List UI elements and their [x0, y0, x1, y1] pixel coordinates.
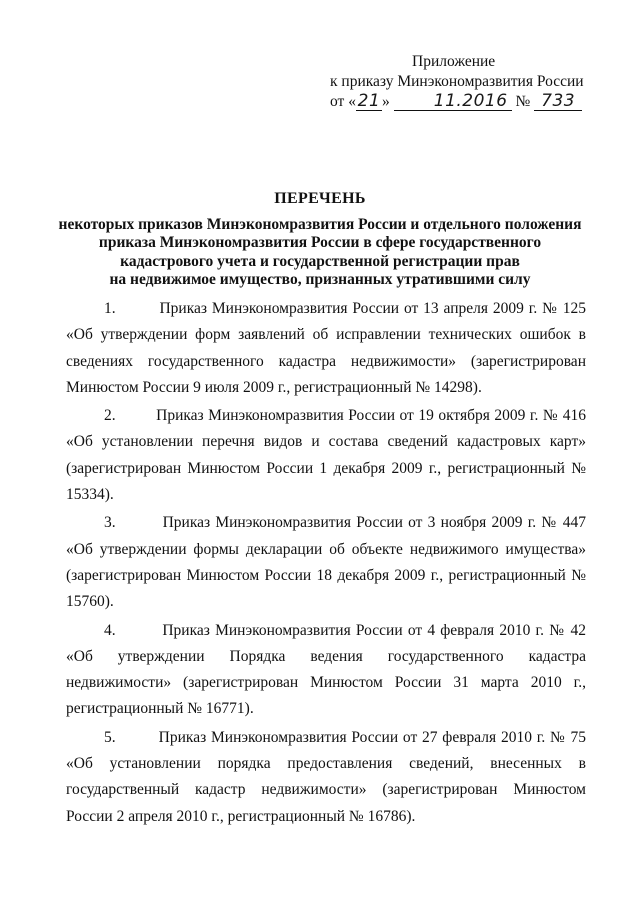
order-number-field [534, 93, 582, 111]
list-item [66, 296, 586, 401]
date-day-field [356, 93, 382, 111]
document-subtitle-line-3: кадастрового учета и государственной регистрации прав [120, 252, 520, 270]
appendix-date-line [300, 92, 600, 112]
list-item-number: 1. [104, 300, 116, 317]
list-item-number: 2. [104, 407, 116, 425]
list-item [66, 510, 586, 615]
appendix-header [300, 52, 600, 112]
list-item-text: Приказ Минэкономразвития России от 3 ноября 2009 г. № 447 «Об утверждении формы декларации об объекте недвижимого имущества» (зарегистрирован Минюстом России 18 декабря 2009 г., регистрационный № 15760). [66, 514, 586, 611]
list-item-text: Приказ Минэкономразвития России от 4 февраля 2010 г. № 42 «Об утверждении Порядка ведения государственного кадастра недвижимости» (зарегистрирован Минюстом России 31 марта 2010 г., регистрационный № 16771). [66, 621, 586, 718]
date-day-handwritten: 21 [357, 91, 381, 111]
list-item-paragraph [66, 510, 586, 615]
list-item-number: 5. [104, 728, 116, 746]
list-item-text: Приказ Минэкономразвития России от 27 февраля 2010 г. № 75 «Об установлении порядка предоставления сведений, внесенных в государственный кадастр недвижимости» (зарегистрирован Минюстом России 2 апреля 2010 г., регистрационный № 16786). [66, 728, 586, 825]
document-subtitle-line-1: некоторых приказов Минэкономразвития России и отдельного положения [58, 215, 582, 233]
list-item-number: 4. [104, 621, 116, 639]
list-item [66, 618, 586, 723]
document-subtitle-line-2: приказа Минэкономразвития России в сфере государственного [98, 234, 542, 252]
date-prefix: от « [330, 93, 356, 110]
order-number-handwritten: 733 [541, 91, 576, 111]
date-day-close: » [381, 93, 390, 110]
date-month-year-field [394, 93, 512, 111]
list-item-number: 3. [104, 514, 116, 532]
list-item [66, 725, 586, 830]
list-item-paragraph [66, 296, 586, 401]
number-prefix: № [515, 93, 531, 110]
list-item [66, 403, 586, 508]
list-item-paragraph [66, 725, 586, 830]
document-subtitle-line-4: на недвижимое имущество, признанных утратившими силу [109, 271, 531, 289]
list-item-text: Приказ Минэкономразвития России от 13 апреля 2009 г. № 125 «Об утверждении форм заявлений об исправлении технических ошибок в сведениях государственного кадастра недвижимости» (зарегистрирован Минюстом России 9 июля 2009 г., регистрационный № 14298). [66, 300, 587, 396]
list-item-paragraph [66, 403, 586, 508]
appendix-order-ref: к приказу Минэкономразвития России [330, 73, 584, 90]
list-item-paragraph [66, 618, 586, 723]
document-title-block [40, 190, 600, 290]
list-item-text: Приказ Минэкономразвития России от 19 октября 2009 г. № 416 «Об установлении перечня видов и состава сведений кадастровых карт» (зарегистрирован Минюстом России 1 декабря 2009 г., регистрационный № 15334). [66, 407, 587, 504]
appendix-label: Приложение [412, 53, 496, 70]
date-month-year-handwritten: 11.2016 [433, 91, 508, 111]
order-list [66, 296, 586, 832]
document-title: ПЕРЕЧЕНЬ [274, 190, 366, 207]
